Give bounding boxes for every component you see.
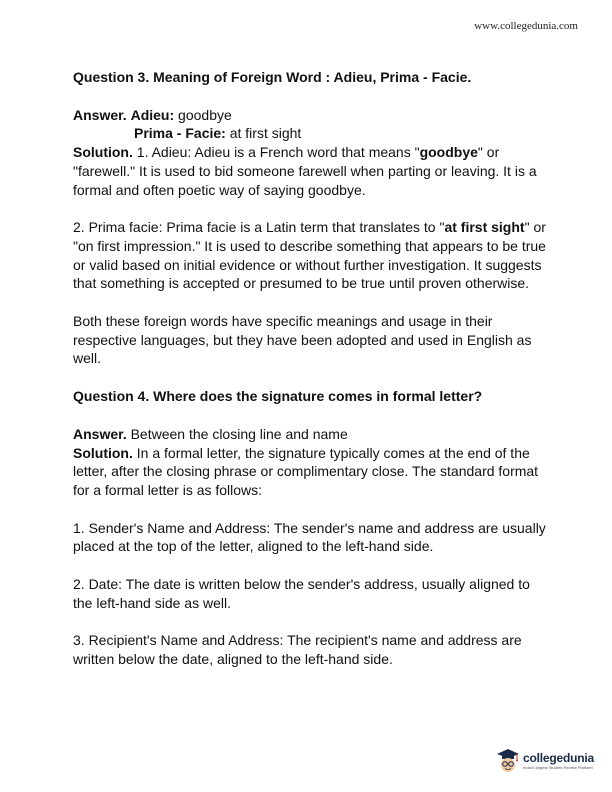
solution-text-b: " or "farewell." It is used to bid someone farewell when parting or leaving. It is a formal and often poetic way of saying goodbye. (73, 144, 537, 198)
foreign-words-paragraph: Both these foreign words have specific meanings and usage in their respective languages, but they have been adopted and used in English as well. (73, 313, 532, 367)
prima-facie-paragraph (73, 218, 551, 293)
question-3-answer (73, 106, 551, 125)
prima-facie-text-a: 2. Prima facie: Prima facie is a Latin term that translates to " (73, 219, 445, 236)
list-item-recipient: 3. Recipient's Name and Address: The recipient's name and address are written below the date, aligned to the left-hand side. (73, 632, 522, 668)
term-prima-facie-meaning: at first sight (229, 125, 302, 142)
solution-label: Solution. (73, 444, 133, 461)
collegedunia-logo (496, 748, 594, 774)
term-prima-facie: Prima - Facie: (134, 125, 226, 142)
solution-text: In a formal letter, the signature typically comes at the end of the letter, after the closing phrase or complimentary close. The standard format for a formal letter is as follows: (73, 444, 539, 498)
site-url: www.collegedunia.com (474, 20, 578, 32)
list-item-date: 2. Date: The date is written below the sender's address, usually aligned to the left-hand side as well. (73, 576, 530, 611)
logo-wordmark: collegedunia (523, 751, 594, 765)
graduate-mascot-icon (496, 748, 520, 774)
document-body (73, 68, 551, 669)
question-4-heading: Question 4. Where does the signature comes in formal letter? (73, 388, 483, 405)
answer-label: Answer. (73, 106, 127, 123)
term-adieu: Adieu: (130, 106, 175, 123)
question-3-solution (73, 143, 551, 199)
prima-facie-text-b: " or "on first impression." It is used to describe something that appears to be true or valid based on initial evidence or without further investigation. It suggests that something is accepted or presumed to be true until proven otherwise. (73, 219, 546, 292)
term-adieu-meaning: goodbye (178, 106, 232, 123)
solution-label: Solution. (73, 144, 133, 161)
logo-tagline: India's largest Student Review Platform (523, 765, 593, 770)
question-4-answer (73, 425, 551, 444)
list-item-sender: 1. Sender's Name and Address: The sender's name and address are usually placed at the top of the letter, aligned to the left-hand side. (73, 519, 546, 555)
answer-label: Answer. (73, 425, 127, 442)
solution-bold-goodbye: goodbye (419, 144, 478, 161)
question-3-answer-line-2 (73, 124, 551, 143)
question-4-solution (73, 444, 551, 500)
question-3-heading: Question 3. Meaning of Foreign Word : Adieu, Prima - Facie. (73, 69, 472, 85)
prima-facie-bold: at first sight (444, 219, 525, 236)
solution-text-a: 1. Adieu: Adieu is a French word that means " (136, 144, 420, 161)
answer-text: Between the closing line and name (130, 425, 348, 442)
